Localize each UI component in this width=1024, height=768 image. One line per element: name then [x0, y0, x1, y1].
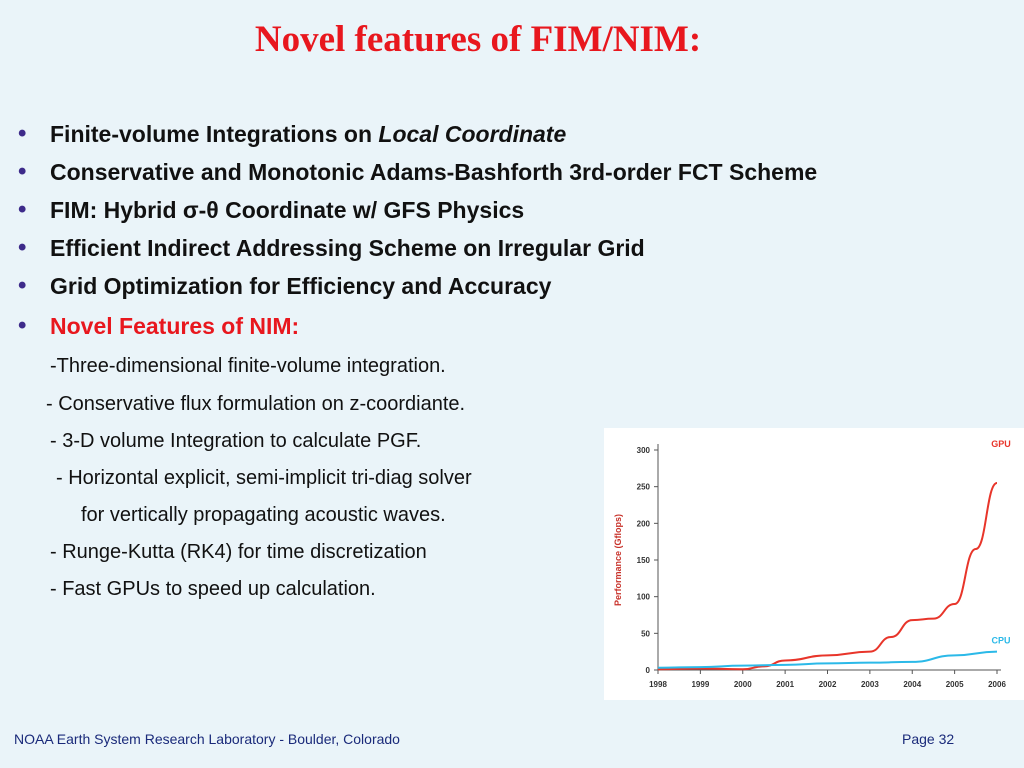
series-label-gpu: GPU — [991, 439, 1011, 449]
bullet-icon: • — [18, 120, 27, 147]
nim-sub-item: - 3-D volume Integration to calculate PGF. — [50, 430, 422, 452]
y-tick-label: 250 — [636, 482, 650, 492]
bullet-emphasis: Local Coordinate — [378, 121, 567, 147]
nim-sub-item: - Runge-Kutta (RK4) for time discretization — [50, 541, 427, 563]
x-tick-label: 2004 — [903, 680, 922, 689]
bullet-icon: • — [18, 158, 27, 185]
y-tick-label: 50 — [641, 629, 650, 639]
x-tick-label: 1998 — [649, 680, 667, 689]
footer-page-number: Page 32 — [902, 731, 955, 747]
bullet-icon: • — [18, 312, 27, 339]
nim-sub-item: for vertically propagating acoustic waves. — [81, 504, 446, 526]
bullet-item — [18, 156, 817, 194]
footer-lab-name: NOAA Earth System Research Laboratory - Boulder, Colorado — [14, 731, 400, 747]
bullet-icon: • — [18, 234, 27, 261]
y-tick-label: 100 — [636, 592, 650, 602]
bullet-item — [18, 118, 817, 156]
y-tick-label: 200 — [636, 519, 650, 529]
series-line-cpu — [658, 652, 997, 668]
y-axis-label: Performance (Gflops) — [613, 513, 623, 607]
series-line-gpu — [658, 483, 997, 669]
bullet-item — [18, 270, 817, 308]
bullet-icon: • — [18, 196, 27, 223]
bullet-list — [18, 118, 817, 348]
bullet-text: Efficient Indirect Addressing Scheme on Irregular Grid — [50, 235, 645, 261]
bullet-item — [18, 194, 817, 232]
bullet-item — [18, 232, 817, 270]
x-tick-label: 2003 — [860, 680, 879, 689]
x-tick-label: 2000 — [733, 680, 752, 689]
bullet-text: FIM: Hybrid σ-θ Coordinate w/ GFS Physics — [50, 197, 525, 223]
bullet-icon: • — [18, 272, 27, 299]
chart-svg — [604, 428, 1024, 700]
x-tick-label: 2002 — [818, 680, 837, 689]
x-tick-label: 1999 — [691, 680, 710, 689]
x-tick-label: 2001 — [776, 680, 795, 689]
nim-sub-item: - Horizontal explicit, semi-implicit tri-diag solver — [56, 467, 472, 489]
x-tick-label: 2005 — [945, 680, 964, 689]
bullet-text: Conservative and Monotonic Adams-Bashforth 3rd-order FCT Scheme — [50, 159, 818, 185]
bullet-text: Finite-volume Integrations on — [50, 121, 379, 147]
y-tick-label: 0 — [645, 666, 650, 675]
bullet-text: Grid Optimization for Efficiency and Accuracy — [50, 273, 552, 299]
slide-title: Novel features of FIM/NIM: — [254, 19, 702, 60]
nim-sub-item: - Conservative flux formulation on z-coordiante. — [46, 393, 466, 415]
nim-sub-item: -Three-dimensional finite-volume integration. — [50, 355, 446, 377]
nim-sub-item: - Fast GPUs to speed up calculation. — [50, 578, 376, 600]
y-tick-label: 150 — [636, 556, 650, 565]
bullet-item-nim — [18, 310, 817, 348]
x-tick-label: 2006 — [988, 680, 1006, 689]
y-tick-label: 300 — [636, 446, 650, 455]
bullet-text: Novel Features of NIM: — [50, 313, 300, 339]
performance-chart — [604, 428, 1024, 700]
series-label-cpu: CPU — [991, 635, 1011, 646]
